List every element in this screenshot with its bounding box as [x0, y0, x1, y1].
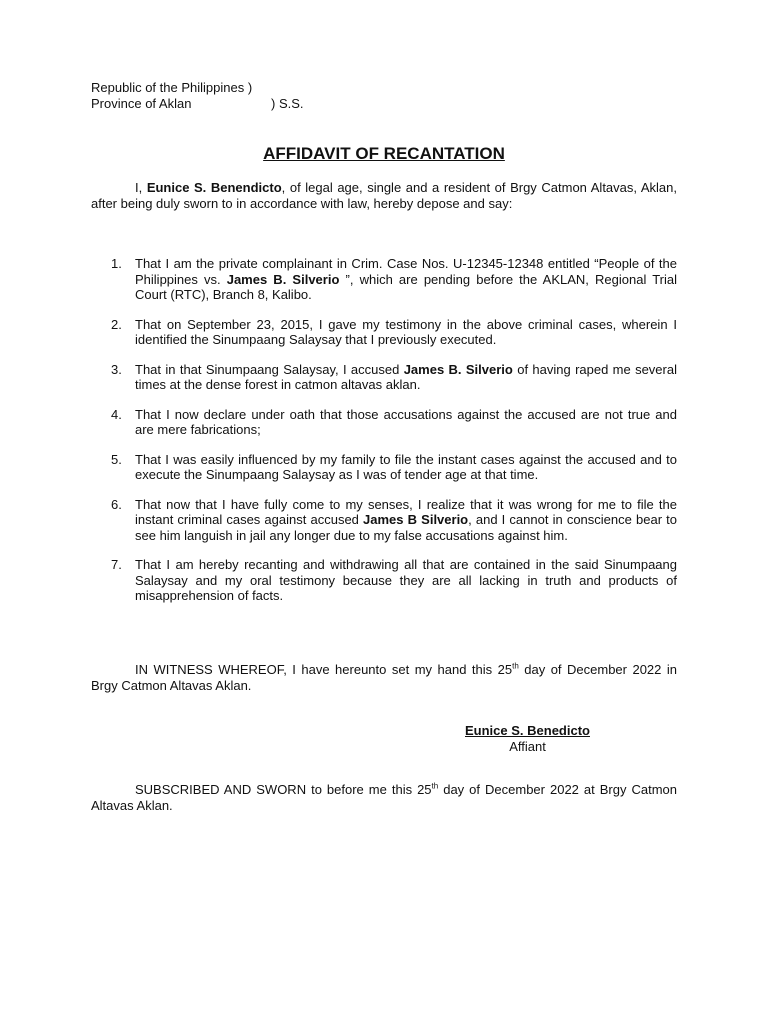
item-text: That I was easily influenced by my family to file the instant cases against the accused and to execute the Sinumpaang Salaysay as I was of tender age at that time.: [135, 451, 677, 482]
list-item: [91, 407, 677, 438]
item-text: , and I cannot in conscience bear to see him languish in jail any longer due to my false accusations against him.: [135, 512, 677, 543]
jurat-text: day of December 2022 at Brgy Catmon Altavas Aklan.: [91, 782, 678, 813]
intro-paragraph: [91, 180, 677, 211]
signature-role: Affiant: [509, 738, 546, 754]
item-number: 7.: [111, 557, 122, 572]
witness-text: IN WITNESS WHEREOF, I have hereunto set my hand this 25: [135, 662, 513, 677]
list-item: [91, 497, 677, 544]
item-text: That I am hereby recanting and withdrawing all that are contained in the said Sinumpaang Salaysay and my oral testimony because they are all lacking in truth and products of misapprehension of facts.: [135, 557, 677, 603]
affiant-name: Eunice S. Benendicto: [146, 180, 282, 195]
item-text: That I now declare under oath that those accusations against the accused are not true and are mere fabrications;: [135, 406, 677, 437]
signature-name: Eunice S. Benedicto: [465, 723, 590, 738]
venue-republic: Republic of the Philippines ): [91, 80, 253, 95]
venue-block: [91, 80, 304, 111]
item-number: 6.: [111, 496, 122, 512]
jurat-paragraph: [91, 782, 677, 813]
witness-ordinal: th: [512, 661, 519, 671]
item-text: of having raped me several times at the dense forest in catmon altavas aklan.: [135, 361, 677, 392]
accused-name: James B. Silverio: [226, 271, 340, 287]
jurat-ordinal: th: [431, 781, 439, 791]
item-text: That now that I have fully come to my senses, I realize that it was wrong for me to file the instant criminal cases against accused: [135, 496, 677, 527]
item-number: 1.: [111, 256, 122, 271]
venue-province: Province of Aklan: [91, 95, 192, 111]
venue-province-line: [91, 95, 304, 112]
jurat-text: SUBSCRIBED AND SWORN to before me this 25: [135, 782, 432, 797]
item-number: 3.: [111, 361, 122, 377]
item-text: That on September 23, 2015, I gave my testimony in the above criminal cases, wherein I identified the Sinumpaang Salaysay that I previously executed.: [135, 316, 677, 347]
signature-block: [440, 723, 615, 754]
item-number: 4.: [111, 406, 122, 422]
accused-name: James B. Silverio: [403, 361, 513, 377]
witness-paragraph: [91, 662, 677, 693]
allegations-list: [91, 256, 677, 618]
document-title: AFFIDAVIT OF RECANTATION: [263, 144, 505, 163]
item-text: That I am the private complainant in Crim. Case Nos. U-12345-12348 entitled “People of the Philippines vs.: [135, 256, 677, 287]
item-number: 5.: [111, 451, 122, 467]
item-text: ”, which are pending before the AKLAN, Regional Trial Court (RTC), Branch 8, Kalibo.: [135, 271, 678, 302]
list-item: [91, 452, 677, 483]
intro-prefix: I,: [135, 180, 147, 195]
list-item: [91, 317, 677, 348]
list-item: [91, 256, 677, 303]
item-text: That in that Sinumpaang Salaysay, I accused: [135, 361, 404, 377]
item-number: 2.: [111, 316, 122, 332]
witness-text: day of December 2022 in Brgy Catmon Altavas Aklan.: [91, 662, 677, 693]
list-item: [91, 557, 677, 604]
accused-name: James B Silverio: [363, 512, 469, 527]
list-item: [91, 362, 677, 393]
intro-suffix: , of legal age, single and a resident of Brgy Catmon Altavas, Aklan, after being duly sworn to in accordance with law, hereby depose and say:: [91, 180, 678, 211]
venue-ss: ) S.S.: [271, 95, 304, 111]
